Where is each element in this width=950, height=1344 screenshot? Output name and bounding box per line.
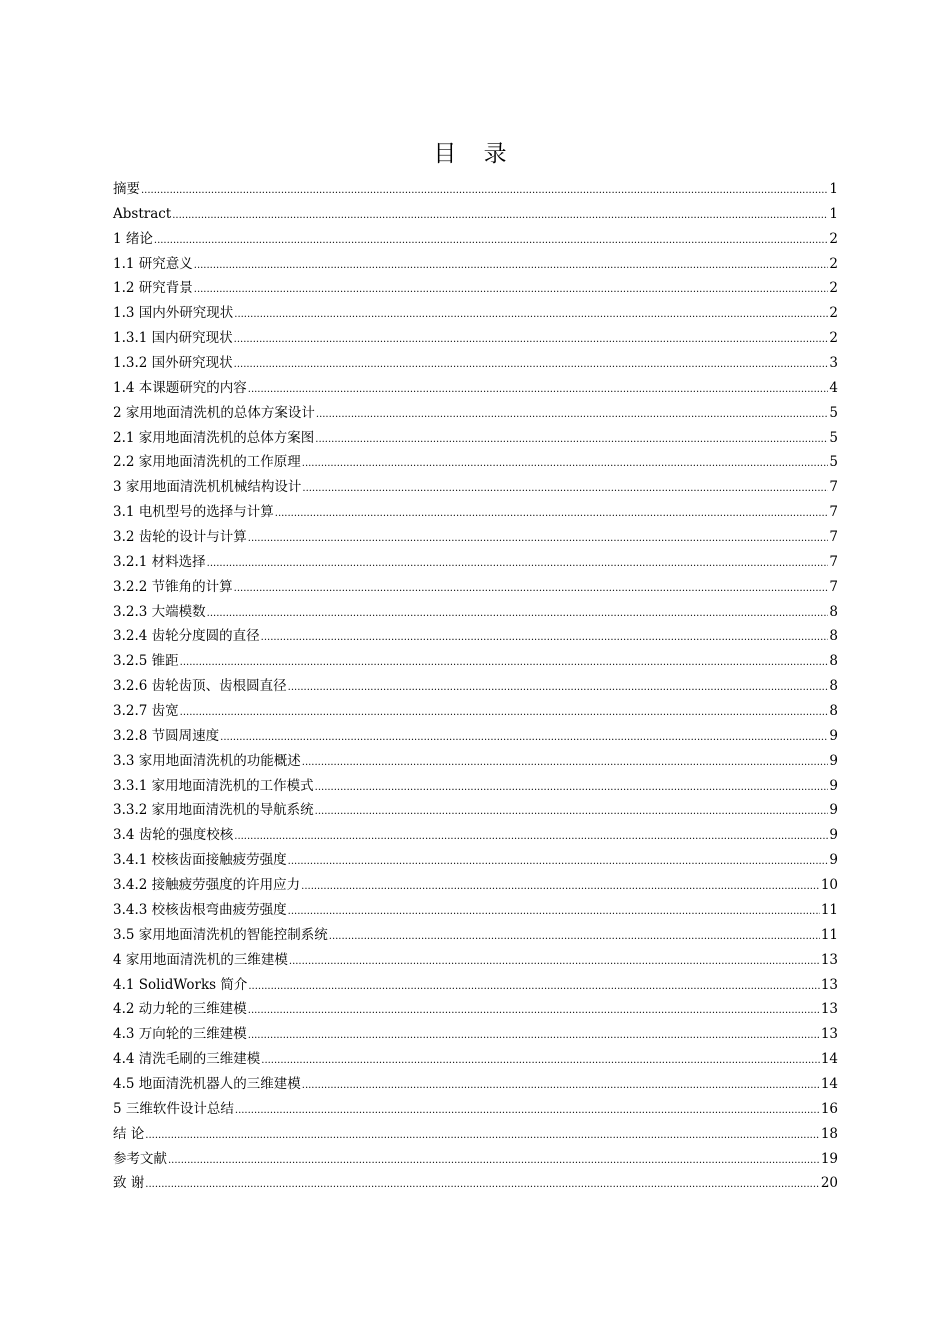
toc-entry-label: 3 家用地面清洗机机械结构设计 xyxy=(113,479,302,496)
toc-entry-label: 3.2.7 齿宽 xyxy=(113,703,179,720)
toc-entry-label: 3.4.2 接触疲劳强度的许用应力 xyxy=(113,877,301,894)
toc-entry-label: 1.3 国内外研究现状 xyxy=(113,305,234,322)
toc-leader-dots xyxy=(220,724,828,751)
toc-entry-label: 4 家用地面清洗机的三维建模 xyxy=(113,951,288,968)
toc-entry-label: 1 绪论 xyxy=(113,230,153,247)
toc-entry-page-number: 2 xyxy=(829,255,838,272)
toc-entry-page-number: 2 xyxy=(829,280,838,297)
toc-entry-page-number: 9 xyxy=(829,727,838,744)
toc-leader-dots xyxy=(289,948,820,975)
toc-leader-dots xyxy=(288,848,829,875)
toc-entry-label: 4.4 清洗毛刷的三维建模 xyxy=(113,1051,261,1068)
toc-leader-dots xyxy=(207,550,829,577)
toc-leader-dots xyxy=(234,326,829,353)
toc-entry-page-number: 1 xyxy=(829,205,838,222)
toc-entry-page-number: 7 xyxy=(829,553,838,570)
toc-entry-page-number: 1 xyxy=(829,181,838,197)
toc-entry-page-number: 11 xyxy=(820,926,838,943)
toc-entry-page-number: 13 xyxy=(820,1001,838,1018)
toc-entry[interactable] xyxy=(113,948,838,973)
toc-entry-label: 3.3.1 家用地面清洗机的工作模式 xyxy=(113,777,314,794)
toc-entry-page-number: 9 xyxy=(829,777,838,794)
toc-entry[interactable] xyxy=(113,923,838,948)
toc-leader-dots xyxy=(275,500,829,527)
toc-entry[interactable] xyxy=(113,898,838,923)
toc-entry-label: 3.2.1 材料选择 xyxy=(113,553,206,570)
toc-entry-label: 3.2.8 节圆周速度 xyxy=(113,727,220,744)
toc-entry-label: 3.4 齿轮的强度校核 xyxy=(113,827,234,844)
toc-entry-page-number: 7 xyxy=(829,578,838,595)
toc-leader-dots xyxy=(145,1122,820,1149)
toc-leader-dots xyxy=(234,823,828,850)
toc-entry-page-number: 2 xyxy=(829,230,838,247)
toc-entry-page-number: 10 xyxy=(820,877,838,894)
toc-entry[interactable] xyxy=(113,749,838,774)
toc-leader-dots xyxy=(168,1147,820,1174)
toc-entry[interactable] xyxy=(113,1147,838,1172)
toc-entry-page-number: 8 xyxy=(829,653,838,670)
toc-entry-label: Abstract xyxy=(113,205,172,222)
toc-entry[interactable] xyxy=(113,997,838,1022)
toc-entry-label: 致 谢 xyxy=(113,1175,145,1192)
toc-leader-dots xyxy=(248,973,819,1000)
toc-entry-label: 4.1 SolidWorks 简介 xyxy=(113,976,248,993)
toc-leader-dots xyxy=(248,376,829,403)
toc-entry-page-number: 7 xyxy=(829,504,838,521)
toc-entry-label: 3.2.4 齿轮分度圆的直径 xyxy=(113,628,260,645)
toc-entry-page-number: 14 xyxy=(820,1051,838,1068)
toc-entry-page-number: 19 xyxy=(820,1150,838,1167)
toc-entry-label: 3.2.6 齿轮齿顶、齿根圆直径 xyxy=(113,678,287,695)
toc-entry-page-number: 8 xyxy=(829,703,838,720)
toc-entry[interactable] xyxy=(113,724,838,749)
toc-entry-label: 3.2.2 节锥角的计算 xyxy=(113,578,233,595)
toc-leader-dots xyxy=(315,798,829,825)
toc-entry-page-number: 13 xyxy=(820,951,838,968)
toc-entry-page-number: 14 xyxy=(820,1075,838,1092)
toc-leader-dots xyxy=(180,649,829,676)
toc-leader-dots xyxy=(302,475,828,502)
toc-entry[interactable] xyxy=(113,500,838,525)
toc-leader-dots xyxy=(302,1072,820,1099)
toc-leader-dots xyxy=(261,1047,820,1074)
toc-leader-dots xyxy=(234,575,829,602)
toc-leader-dots xyxy=(248,997,820,1024)
toc-entry[interactable] xyxy=(113,973,838,998)
toc-entry-label: 3.2 齿轮的设计与计算 xyxy=(113,529,247,546)
toc-entry-label: 3.3 家用地面清洗机的功能概述 xyxy=(113,752,301,769)
toc-entry-label: 2.2 家用地面清洗机的工作原理 xyxy=(113,454,301,471)
toc-entry[interactable] xyxy=(113,823,838,848)
toc-entry-page-number: 2 xyxy=(829,330,838,347)
toc-entry-label: 4.5 地面清洗机器人的三维建模 xyxy=(113,1075,301,1092)
toc-entry-label: 4.3 万向轮的三维建模 xyxy=(113,1026,247,1043)
toc-entry[interactable] xyxy=(113,326,838,351)
toc-entry[interactable] xyxy=(113,798,838,823)
toc-leader-dots xyxy=(180,699,829,726)
toc-entry[interactable] xyxy=(113,1097,838,1122)
table-of-contents xyxy=(113,177,838,1196)
toc-entry-page-number: 18 xyxy=(820,1125,838,1142)
toc-entry[interactable] xyxy=(113,1022,838,1047)
toc-entry[interactable] xyxy=(113,351,838,376)
toc-title: 目 录 xyxy=(433,141,517,167)
toc-entry[interactable] xyxy=(113,401,838,426)
toc-entry-label: 1.4 本课题研究的内容 xyxy=(113,379,247,396)
toc-entry[interactable] xyxy=(113,550,838,575)
toc-leader-dots xyxy=(302,749,829,776)
toc-entry-page-number: 3 xyxy=(829,355,838,372)
toc-entry-label: 3.4.1 校核齿面接触疲劳强度 xyxy=(113,852,287,869)
toc-entry-page-number: 4 xyxy=(829,379,838,396)
toc-entry[interactable] xyxy=(113,525,838,550)
toc-leader-dots xyxy=(234,301,828,328)
toc-entry[interactable] xyxy=(113,1072,838,1097)
toc-entry-label: 2.1 家用地面清洗机的总体方案图 xyxy=(113,429,315,446)
toc-entry-page-number: 16 xyxy=(820,1100,838,1117)
toc-leader-dots xyxy=(154,227,829,254)
toc-leader-dots xyxy=(234,351,829,378)
toc-entry-label: 1.3.2 国外研究现状 xyxy=(113,355,233,372)
toc-leader-dots xyxy=(315,774,829,801)
toc-leader-dots xyxy=(248,1022,820,1049)
toc-entry[interactable] xyxy=(113,624,838,649)
toc-entry-label: 3.1 电机型号的选择与计算 xyxy=(113,504,274,521)
toc-leader-dots xyxy=(194,276,829,303)
toc-leader-dots xyxy=(288,898,820,925)
toc-entry[interactable] xyxy=(113,600,838,625)
toc-entry[interactable] xyxy=(113,873,838,898)
toc-entry-page-number: 5 xyxy=(829,404,838,421)
toc-entry-label: 3.4.3 校核齿根弯曲疲劳强度 xyxy=(113,901,287,918)
toc-entry-page-number: 9 xyxy=(829,827,838,844)
toc-entry[interactable] xyxy=(113,1122,838,1147)
toc-entry[interactable] xyxy=(113,649,838,674)
toc-entry-label: 3.2.5 锥距 xyxy=(113,653,179,670)
toc-entry-page-number: 20 xyxy=(820,1175,838,1192)
toc-leader-dots xyxy=(194,252,829,279)
toc-entry-page-number: 9 xyxy=(829,752,838,769)
toc-entry[interactable] xyxy=(113,202,838,227)
toc-leader-dots xyxy=(315,426,828,453)
toc-leader-dots xyxy=(329,923,820,950)
toc-entry[interactable] xyxy=(113,426,838,451)
toc-leader-dots xyxy=(302,450,829,477)
toc-entry[interactable] xyxy=(113,475,838,500)
toc-leader-dots xyxy=(141,177,828,204)
toc-entry-page-number: 8 xyxy=(829,678,838,695)
toc-leader-dots xyxy=(207,600,829,627)
toc-leader-dots xyxy=(316,401,829,428)
toc-entry-page-number: 9 xyxy=(829,802,838,819)
toc-entry-label: 1.1 研究意义 xyxy=(113,255,193,272)
toc-leader-dots xyxy=(261,624,829,651)
toc-entry-label: 4.2 动力轮的三维建模 xyxy=(113,1001,247,1018)
toc-leader-dots xyxy=(248,525,829,552)
toc-leader-dots xyxy=(288,674,829,701)
toc-entry[interactable] xyxy=(113,227,838,252)
toc-leader-dots xyxy=(235,1097,820,1124)
toc-leader-dots xyxy=(301,873,820,900)
toc-entry[interactable] xyxy=(113,252,838,277)
toc-entry-page-number: 7 xyxy=(829,479,838,496)
toc-leader-dots xyxy=(145,1171,820,1198)
toc-leader-dots xyxy=(172,202,828,229)
toc-entry-label: 结 论 xyxy=(113,1125,145,1142)
toc-entry-page-number: 13 xyxy=(820,976,838,993)
toc-entry[interactable] xyxy=(113,1047,838,1072)
toc-entry-page-number: 13 xyxy=(820,1026,838,1043)
toc-entry-label: 5 三维软件设计总结 xyxy=(113,1100,234,1117)
toc-entry-page-number: 8 xyxy=(829,628,838,645)
toc-entry-page-number: 5 xyxy=(829,454,838,471)
toc-entry[interactable] xyxy=(113,774,838,799)
toc-entry[interactable] xyxy=(113,276,838,301)
toc-entry-label: 参考文献 xyxy=(113,1150,167,1167)
toc-entry-page-number: 7 xyxy=(829,529,838,546)
toc-entry-label: 3.2.3 大端模数 xyxy=(113,603,206,620)
toc-entry[interactable] xyxy=(113,301,838,326)
toc-entry[interactable] xyxy=(113,1171,838,1196)
toc-entry[interactable] xyxy=(113,575,838,600)
toc-entry-page-number: 9 xyxy=(829,852,838,869)
toc-entry[interactable] xyxy=(113,376,838,401)
toc-entry-page-number: 11 xyxy=(820,901,838,918)
toc-entry[interactable] xyxy=(113,848,838,873)
toc-entry-label: 3.3.2 家用地面清洗机的导航系统 xyxy=(113,802,314,819)
toc-entry-page-number: 2 xyxy=(829,305,838,322)
toc-entry-label: 1.3.1 国内研究现状 xyxy=(113,330,233,347)
toc-entry-label: 摘要 xyxy=(113,181,140,197)
toc-entry-label: 1.2 研究背景 xyxy=(113,280,193,297)
toc-entry-page-number: 5 xyxy=(829,429,838,446)
toc-entry-page-number: 8 xyxy=(829,603,838,620)
toc-entry[interactable] xyxy=(113,674,838,699)
toc-entry[interactable] xyxy=(113,450,838,475)
toc-entry-label: 2 家用地面清洗机的总体方案设计 xyxy=(113,404,315,421)
toc-entry[interactable] xyxy=(113,177,838,202)
toc-entry-label: 3.5 家用地面清洗机的智能控制系统 xyxy=(113,926,328,943)
toc-entry[interactable] xyxy=(113,699,838,724)
